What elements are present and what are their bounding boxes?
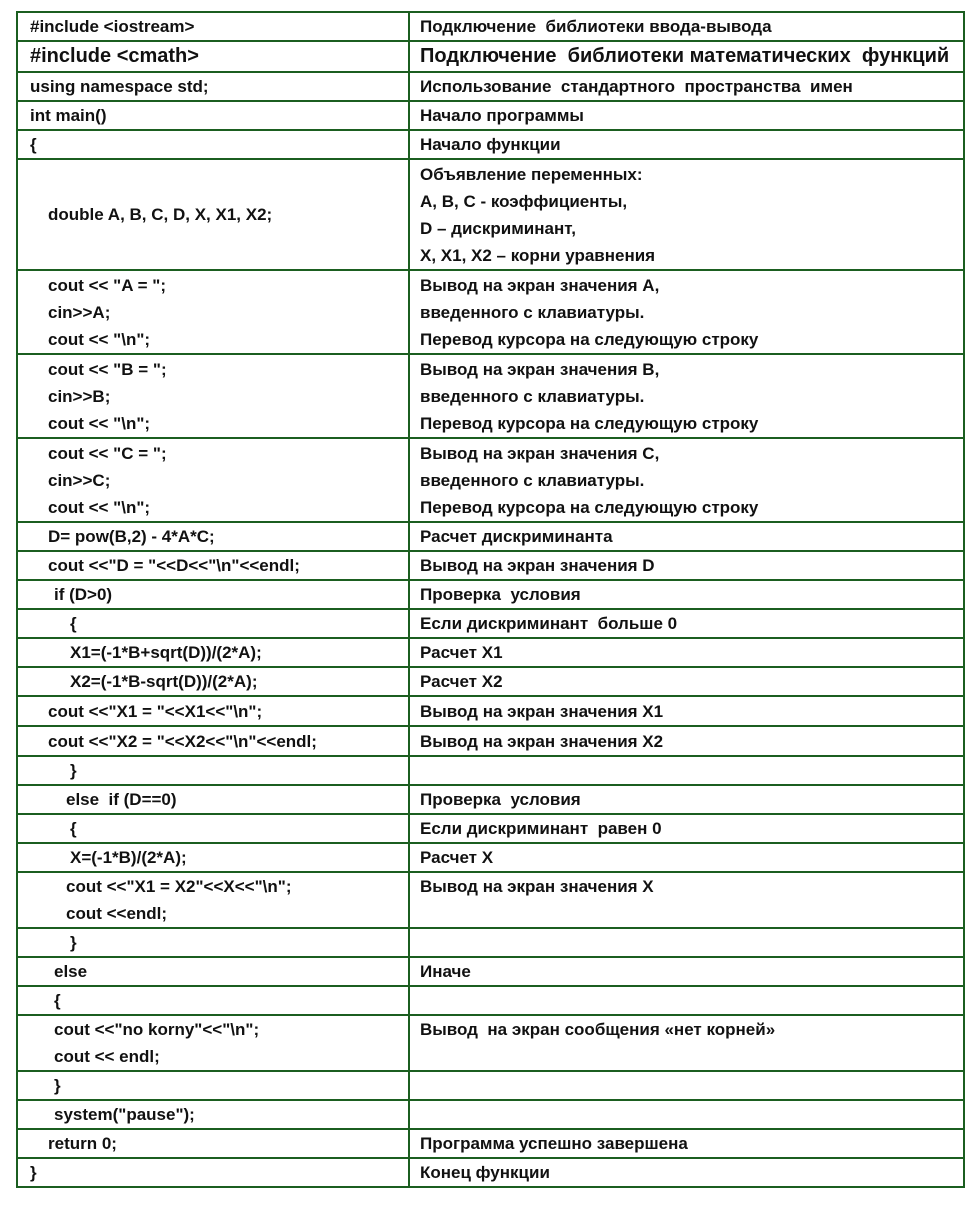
description-cell xyxy=(409,957,964,986)
description-line: D – дискриминант, xyxy=(420,218,577,238)
description-line: Проверка условия xyxy=(420,790,581,809)
description-cell xyxy=(409,159,964,270)
code-cell xyxy=(17,354,409,438)
code-cell xyxy=(17,41,409,72)
code-line: cout << "\n"; xyxy=(48,497,151,517)
code-line: using namespace std; xyxy=(30,77,209,96)
code-line: cin>>C; xyxy=(48,470,111,490)
description-cell xyxy=(409,785,964,814)
description-line: Вывод на экран значения А, xyxy=(420,275,660,295)
description-cell xyxy=(409,1129,964,1158)
code-line: { xyxy=(54,991,61,1010)
code-cell xyxy=(17,522,409,551)
table-row xyxy=(17,72,964,101)
code-cell xyxy=(17,551,409,580)
description-cell xyxy=(409,551,964,580)
code-cell xyxy=(17,270,409,354)
description-cell xyxy=(409,667,964,696)
description-line: Вывод на экран значения В, xyxy=(420,359,660,379)
description-line: Подключение библиотеки ввода-вывода xyxy=(420,17,772,36)
description-line: Вывод на экран значения Х xyxy=(420,877,654,896)
table-row xyxy=(17,696,964,726)
table-row xyxy=(17,814,964,843)
table-row xyxy=(17,843,964,872)
description-cell xyxy=(409,101,964,130)
description-cell xyxy=(409,580,964,609)
code-line: cout << "\n"; xyxy=(48,413,151,433)
code-cell xyxy=(17,609,409,638)
description-cell xyxy=(409,270,964,354)
table-row xyxy=(17,270,964,354)
description-cell xyxy=(409,1158,964,1187)
table-row xyxy=(17,1100,964,1129)
code-cell xyxy=(17,1015,409,1071)
description-cell xyxy=(409,872,964,928)
description-line: Начало программы xyxy=(420,106,584,125)
table-row xyxy=(17,957,964,986)
code-cell xyxy=(17,756,409,785)
description-cell xyxy=(409,1100,964,1129)
code-line: else xyxy=(54,962,88,981)
table-body xyxy=(17,12,964,1187)
code-line: X2=(-1*B-sqrt(D))/(2*A); xyxy=(70,672,258,691)
description-line: Вывод на экран значения D xyxy=(420,556,655,575)
description-line: Перевод курсора на следующую строку xyxy=(420,497,759,517)
table-row xyxy=(17,986,964,1015)
description-cell xyxy=(409,130,964,159)
code-line: { xyxy=(70,614,77,633)
table-row xyxy=(17,609,964,638)
description-cell xyxy=(409,12,964,41)
description-cell xyxy=(409,928,964,957)
code-cell xyxy=(17,872,409,928)
description-line: Если дискриминант равен 0 xyxy=(420,819,662,838)
description-line: Вывод на экран сообщения «нет корней» xyxy=(420,1020,776,1039)
code-cell xyxy=(17,814,409,843)
code-explanation-table xyxy=(16,11,965,1188)
code-cell xyxy=(17,785,409,814)
code-line: if (D>0) xyxy=(54,585,113,604)
code-line: D= pow(B,2) - 4*A*C; xyxy=(48,527,215,546)
table-row xyxy=(17,638,964,667)
description-cell xyxy=(409,72,964,101)
code-line: } xyxy=(54,1076,61,1095)
code-cell xyxy=(17,986,409,1015)
code-cell xyxy=(17,1100,409,1129)
code-cell xyxy=(17,843,409,872)
description-cell xyxy=(409,726,964,756)
code-line: } xyxy=(70,933,77,952)
code-cell xyxy=(17,696,409,726)
code-line: double A, B, C, D, X, X1, X2; xyxy=(48,205,273,224)
description-line: Расчет Х2 xyxy=(420,672,503,691)
code-cell xyxy=(17,957,409,986)
table-row xyxy=(17,1071,964,1100)
description-line: введенного с клавиатуры. xyxy=(420,302,645,322)
description-cell xyxy=(409,986,964,1015)
description-line: введенного с клавиатуры. xyxy=(420,470,645,490)
code-line: cout << "A = "; xyxy=(48,275,166,295)
description-line: X, X1, X2 – корни уравнения xyxy=(420,245,656,265)
table-row xyxy=(17,12,964,41)
description-cell xyxy=(409,696,964,726)
description-line: Использование стандартного пространства имен xyxy=(420,77,853,96)
table-row xyxy=(17,1158,964,1187)
code-cell xyxy=(17,12,409,41)
code-cell xyxy=(17,1071,409,1100)
description-line: Начало функции xyxy=(420,135,561,154)
description-line: Расчет дискриминанта xyxy=(420,527,613,546)
description-cell xyxy=(409,756,964,785)
table-row xyxy=(17,756,964,785)
description-line: введенного с клавиатуры. xyxy=(420,386,645,406)
code-line: cout <<"X1 = "<<X1<<"\n"; xyxy=(48,701,263,721)
code-cell xyxy=(17,667,409,696)
code-line: X=(-1*B)/(2*A); xyxy=(70,848,187,867)
code-line: cout <<"X2 = "<<X2<<"\n"<<endl; xyxy=(48,731,317,751)
description-line: А, В, С - коэффициенты, xyxy=(420,191,628,211)
description-cell xyxy=(409,354,964,438)
code-line: { xyxy=(30,135,37,154)
code-line: cin>>B; xyxy=(48,386,111,406)
table-row xyxy=(17,1129,964,1158)
code-line: cout <<"X1 = X2"<<X<<"\n"; xyxy=(66,877,292,896)
code-line: cout << "\n"; xyxy=(48,329,151,349)
description-cell xyxy=(409,814,964,843)
table-row xyxy=(17,130,964,159)
table-row xyxy=(17,551,964,580)
code-line: } xyxy=(70,761,77,780)
code-line: X1=(-1*B+sqrt(D))/(2*A); xyxy=(70,643,262,662)
description-line: Проверка условия xyxy=(420,585,581,604)
table-row xyxy=(17,41,964,72)
table-row xyxy=(17,101,964,130)
table-row xyxy=(17,667,964,696)
code-cell xyxy=(17,928,409,957)
description-line: Перевод курсора на следующую строку xyxy=(420,329,759,349)
description-line: Вывод на экран значения Х2 xyxy=(420,731,664,751)
table-row xyxy=(17,785,964,814)
table-row xyxy=(17,872,964,928)
code-cell xyxy=(17,130,409,159)
code-cell xyxy=(17,1129,409,1158)
code-line: system("pause"); xyxy=(54,1105,195,1124)
code-line: cout << "B = "; xyxy=(48,359,167,379)
table-row xyxy=(17,580,964,609)
description-cell xyxy=(409,843,964,872)
table-row xyxy=(17,1015,964,1071)
code-cell xyxy=(17,438,409,522)
description-line: Иначе xyxy=(420,962,471,981)
code-line: { xyxy=(70,819,77,838)
table-row xyxy=(17,522,964,551)
code-line: cout <<"no korny"<<"\n"; xyxy=(54,1020,260,1039)
code-cell xyxy=(17,101,409,130)
description-cell xyxy=(409,609,964,638)
description-line: Объявление переменных: xyxy=(420,164,643,184)
code-line: #include <iostream> xyxy=(30,17,195,36)
code-line: cin>>A; xyxy=(48,302,111,322)
code-line: #include <cmath> xyxy=(30,45,199,67)
table-row xyxy=(17,726,964,756)
description-line: Конец функции xyxy=(420,1163,550,1182)
code-line: cout << endl; xyxy=(54,1047,160,1066)
table-row xyxy=(17,928,964,957)
description-cell xyxy=(409,638,964,667)
description-line: Перевод курсора на следующую строку xyxy=(420,413,759,433)
code-cell xyxy=(17,638,409,667)
description-line: Расчет Х xyxy=(420,848,494,867)
description-line: Расчет Х1 xyxy=(420,643,503,662)
code-line: cout <<"D = "<<D<<"\n"<<endl; xyxy=(48,556,300,575)
description-cell xyxy=(409,522,964,551)
description-cell xyxy=(409,1071,964,1100)
table-row xyxy=(17,438,964,522)
description-line: Вывод на экран значения Х1 xyxy=(420,701,664,721)
code-cell xyxy=(17,726,409,756)
table-row xyxy=(17,354,964,438)
description-cell xyxy=(409,438,964,522)
code-line: cout <<endl; xyxy=(66,904,168,923)
code-cell xyxy=(17,159,409,270)
table-row xyxy=(17,159,964,270)
code-line: return 0; xyxy=(48,1134,117,1153)
description-line: Вывод на экран значения С, xyxy=(420,443,660,463)
code-line: } xyxy=(30,1163,37,1182)
code-line: int main() xyxy=(30,106,107,125)
description-cell xyxy=(409,41,964,72)
code-cell xyxy=(17,72,409,101)
description-cell xyxy=(409,1015,964,1071)
code-line: else if (D==0) xyxy=(66,790,177,809)
code-cell xyxy=(17,580,409,609)
description-line: Подключение библиотеки математических функций xyxy=(420,45,950,67)
code-cell xyxy=(17,1158,409,1187)
description-line: Программа успешно завершена xyxy=(420,1134,688,1153)
code-line: cout << "C = "; xyxy=(48,443,167,463)
description-line: Если дискриминант больше 0 xyxy=(420,614,678,633)
